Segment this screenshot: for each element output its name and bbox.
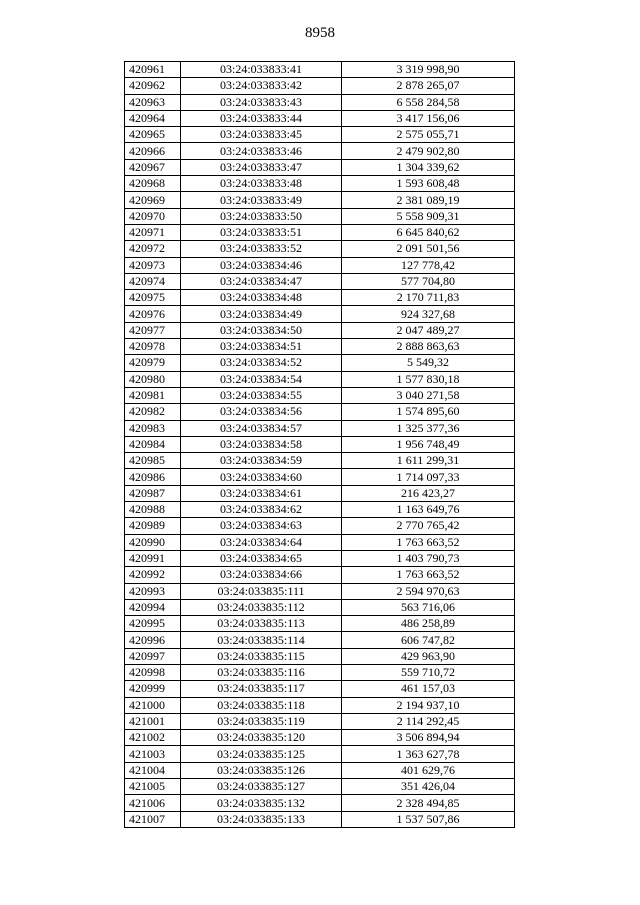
table-row: [125, 159, 515, 175]
cadastral-number-cell: 03:24:033835:118: [181, 697, 342, 713]
table-row: [125, 371, 515, 387]
table-row: [125, 257, 515, 273]
cadastral-value-cell: 6 558 284,58: [342, 94, 515, 110]
table-row: [125, 94, 515, 110]
cadastral-value-cell: 1 537 507,86: [342, 811, 515, 827]
cadastral-value-cell: 429 963,90: [342, 648, 515, 664]
row-number-cell: 420971: [125, 224, 181, 240]
row-number-cell: 420978: [125, 339, 181, 355]
table-row: [125, 453, 515, 469]
table-row: [125, 681, 515, 697]
row-number-cell: 420976: [125, 306, 181, 322]
table-row: [125, 779, 515, 795]
cadastral-value-cell: 2 091 501,56: [342, 241, 515, 257]
cadastral-number-cell: 03:24:033835:112: [181, 599, 342, 615]
cadastral-number-cell: 03:24:033834:48: [181, 290, 342, 306]
cadastral-value-cell: 6 645 840,62: [342, 224, 515, 240]
table-row: [125, 664, 515, 680]
row-number-cell: 420999: [125, 681, 181, 697]
cadastral-number-cell: 03:24:033834:54: [181, 371, 342, 387]
cadastral-number-cell: 03:24:033835:119: [181, 713, 342, 729]
cadastral-value-cell: 606 747,82: [342, 632, 515, 648]
cadastral-value-cell: 216 423,27: [342, 485, 515, 501]
cadastral-value-cell: 1 325 377,36: [342, 420, 515, 436]
cadastral-number-cell: 03:24:033833:41: [181, 62, 342, 78]
cadastral-number-cell: 03:24:033834:51: [181, 339, 342, 355]
row-number-cell: 421004: [125, 762, 181, 778]
cadastral-value-cell: 401 629,76: [342, 762, 515, 778]
cadastral-number-cell: 03:24:033834:62: [181, 502, 342, 518]
row-number-cell: 420980: [125, 371, 181, 387]
row-number-cell: 420974: [125, 273, 181, 289]
cadastral-number-cell: 03:24:033834:64: [181, 534, 342, 550]
table-row: [125, 290, 515, 306]
row-number-cell: 420966: [125, 143, 181, 159]
row-number-cell: 420983: [125, 420, 181, 436]
cadastral-number-cell: 03:24:033833:44: [181, 110, 342, 126]
row-number-cell: 421005: [125, 779, 181, 795]
table-row: [125, 730, 515, 746]
table-row: [125, 404, 515, 420]
row-number-cell: 420998: [125, 664, 181, 680]
row-number-cell: 421001: [125, 713, 181, 729]
cadastral-value-cell: 1 611 299,31: [342, 453, 515, 469]
cadastral-number-cell: 03:24:033835:127: [181, 779, 342, 795]
cadastral-number-cell: 03:24:033834:55: [181, 387, 342, 403]
cadastral-value-cell: 2 170 711,83: [342, 290, 515, 306]
cadastral-value-cell: 461 157,03: [342, 681, 515, 697]
row-number-cell: 420965: [125, 127, 181, 143]
table-row: [125, 78, 515, 94]
cadastral-number-cell: 03:24:033833:48: [181, 176, 342, 192]
cadastral-number-cell: 03:24:033833:43: [181, 94, 342, 110]
cadastral-value-cell: 3 319 998,90: [342, 62, 515, 78]
table-row: [125, 387, 515, 403]
cadastral-value-cell: 577 704,80: [342, 273, 515, 289]
row-number-cell: 420975: [125, 290, 181, 306]
cadastral-value-cell: 1 304 339,62: [342, 159, 515, 175]
table-row: [125, 143, 515, 159]
row-number-cell: 421000: [125, 697, 181, 713]
cadastral-number-cell: 03:24:033835:133: [181, 811, 342, 827]
cadastral-value-cell: 1 956 748,49: [342, 436, 515, 452]
table-row: [125, 127, 515, 143]
row-number-cell: 420969: [125, 192, 181, 208]
cadastral-value-cell: 3 417 156,06: [342, 110, 515, 126]
cadastral-number-cell: 03:24:033835:115: [181, 648, 342, 664]
cadastral-number-cell: 03:24:033834:59: [181, 453, 342, 469]
cadastral-number-cell: 03:24:033834:50: [181, 322, 342, 338]
cadastral-value-cell: 3 506 894,94: [342, 730, 515, 746]
table-row: [125, 241, 515, 257]
cadastral-number-cell: 03:24:033835:111: [181, 583, 342, 599]
table-row: [125, 62, 515, 78]
row-number-cell: 420968: [125, 176, 181, 192]
cadastral-number-cell: 03:24:033835:132: [181, 795, 342, 811]
row-number-cell: 420989: [125, 518, 181, 534]
row-number-cell: 420997: [125, 648, 181, 664]
cadastral-number-cell: 03:24:033833:45: [181, 127, 342, 143]
cadastral-number-cell: 03:24:033834:58: [181, 436, 342, 452]
row-number-cell: 420987: [125, 485, 181, 501]
table-row: [125, 811, 515, 827]
table-row: [125, 567, 515, 583]
cadastral-value-cell: 2 878 265,07: [342, 78, 515, 94]
row-number-cell: 420993: [125, 583, 181, 599]
table-row: [125, 534, 515, 550]
row-number-cell: 420988: [125, 502, 181, 518]
row-number-cell: 420996: [125, 632, 181, 648]
table-row: [125, 469, 515, 485]
cadastral-number-cell: 03:24:033835:126: [181, 762, 342, 778]
table-row: [125, 306, 515, 322]
table-row: [125, 224, 515, 240]
cadastral-number-cell: 03:24:033834:60: [181, 469, 342, 485]
cadastral-number-cell: 03:24:033833:46: [181, 143, 342, 159]
cadastral-number-cell: 03:24:033834:65: [181, 550, 342, 566]
cadastral-value-cell: 1 363 627,78: [342, 746, 515, 762]
cadastral-value-cell: 2 194 937,10: [342, 697, 515, 713]
cadastral-number-cell: 03:24:033834:49: [181, 306, 342, 322]
cadastral-value-cell: 5 558 909,31: [342, 208, 515, 224]
table-row: [125, 632, 515, 648]
cadastral-value-cell: 2 888 863,63: [342, 339, 515, 355]
row-number-cell: 420973: [125, 257, 181, 273]
row-number-cell: 421003: [125, 746, 181, 762]
table-row: [125, 583, 515, 599]
table-row: [125, 176, 515, 192]
cadastral-number-cell: 03:24:033834:52: [181, 355, 342, 371]
table-row: [125, 746, 515, 762]
cadastral-number-cell: 03:24:033835:116: [181, 664, 342, 680]
table-row: [125, 192, 515, 208]
table-row: [125, 273, 515, 289]
table-row: [125, 795, 515, 811]
row-number-cell: 420967: [125, 159, 181, 175]
row-number-cell: 420981: [125, 387, 181, 403]
row-number-cell: 420964: [125, 110, 181, 126]
cadastral-value-cell: 2 047 489,27: [342, 322, 515, 338]
row-number-cell: 420977: [125, 322, 181, 338]
row-number-cell: 421002: [125, 730, 181, 746]
cadastral-value-cell: 2 479 902,80: [342, 143, 515, 159]
table-row: [125, 550, 515, 566]
table-row: [125, 436, 515, 452]
cadastral-number-cell: 03:24:033835:114: [181, 632, 342, 648]
cadastral-value-cell: 1 403 790,73: [342, 550, 515, 566]
cadastral-value-cell: 1 714 097,33: [342, 469, 515, 485]
cadastral-number-cell: 03:24:033833:51: [181, 224, 342, 240]
row-number-cell: 420994: [125, 599, 181, 615]
table-row: [125, 648, 515, 664]
row-number-cell: 420972: [125, 241, 181, 257]
cadastral-value-cell: 2 575 055,71: [342, 127, 515, 143]
row-number-cell: 420962: [125, 78, 181, 94]
cadastral-number-cell: 03:24:033833:50: [181, 208, 342, 224]
cadastral-value-cell: 1 763 663,52: [342, 567, 515, 583]
row-number-cell: 420984: [125, 436, 181, 452]
cadastral-number-cell: 03:24:033835:120: [181, 730, 342, 746]
cadastral-value-cell: 1 163 649,76: [342, 502, 515, 518]
table-row: [125, 518, 515, 534]
row-number-cell: 420979: [125, 355, 181, 371]
row-number-cell: 420982: [125, 404, 181, 420]
table-row: [125, 355, 515, 371]
cadastral-value-cell: 1 577 830,18: [342, 371, 515, 387]
cadastral-number-cell: 03:24:033834:61: [181, 485, 342, 501]
table-row: [125, 339, 515, 355]
page-number: 8958: [305, 25, 335, 41]
cadastral-number-cell: 03:24:033835:125: [181, 746, 342, 762]
table-row: [125, 322, 515, 338]
cadastral-number-cell: 03:24:033834:66: [181, 567, 342, 583]
cadastral-value-cell: 3 040 271,58: [342, 387, 515, 403]
row-number-cell: 420986: [125, 469, 181, 485]
row-number-cell: 421006: [125, 795, 181, 811]
cadastral-value-cell: 559 710,72: [342, 664, 515, 680]
table-row: [125, 762, 515, 778]
cadastral-number-cell: 03:24:033835:113: [181, 616, 342, 632]
cadastral-number-cell: 03:24:033834:56: [181, 404, 342, 420]
cadastral-value-cell: 1 763 663,52: [342, 534, 515, 550]
cadastral-number-cell: 03:24:033833:42: [181, 78, 342, 94]
table-row: [125, 599, 515, 615]
table-row: [125, 713, 515, 729]
cadastral-value-cell: 1 593 608,48: [342, 176, 515, 192]
cadastral-value-table: [124, 61, 515, 828]
row-number-cell: 421007: [125, 811, 181, 827]
table-row: [125, 208, 515, 224]
table-row: [125, 420, 515, 436]
table-row: [125, 616, 515, 632]
row-number-cell: 420995: [125, 616, 181, 632]
row-number-cell: 420985: [125, 453, 181, 469]
row-number-cell: 420992: [125, 567, 181, 583]
cadastral-number-cell: 03:24:033833:52: [181, 241, 342, 257]
cadastral-value-cell: 2 594 970,63: [342, 583, 515, 599]
table-row: [125, 697, 515, 713]
table-row: [125, 502, 515, 518]
table-body: [125, 62, 515, 828]
cadastral-value-cell: 351 426,04: [342, 779, 515, 795]
cadastral-number-cell: 03:24:033833:47: [181, 159, 342, 175]
cadastral-number-cell: 03:24:033834:46: [181, 257, 342, 273]
cadastral-value-cell: 924 327,68: [342, 306, 515, 322]
row-number-cell: 420970: [125, 208, 181, 224]
cadastral-number-cell: 03:24:033834:57: [181, 420, 342, 436]
cadastral-value-cell: 2 381 089,19: [342, 192, 515, 208]
table-row: [125, 485, 515, 501]
cadastral-number-cell: 03:24:033835:117: [181, 681, 342, 697]
row-number-cell: 420991: [125, 550, 181, 566]
row-number-cell: 420963: [125, 94, 181, 110]
cadastral-number-cell: 03:24:033834:47: [181, 273, 342, 289]
cadastral-value-cell: 1 574 895,60: [342, 404, 515, 420]
cadastral-value-cell: 2 770 765,42: [342, 518, 515, 534]
row-number-cell: 420990: [125, 534, 181, 550]
cadastral-number-cell: 03:24:033833:49: [181, 192, 342, 208]
cadastral-number-cell: 03:24:033834:63: [181, 518, 342, 534]
cadastral-value-cell: 563 716,06: [342, 599, 515, 615]
table-row: [125, 110, 515, 126]
cadastral-value-cell: 486 258,89: [342, 616, 515, 632]
cadastral-value-cell: 127 778,42: [342, 257, 515, 273]
cadastral-value-cell: 5 549,32: [342, 355, 515, 371]
cadastral-value-cell: 2 328 494,85: [342, 795, 515, 811]
row-number-cell: 420961: [125, 62, 181, 78]
cadastral-value-cell: 2 114 292,45: [342, 713, 515, 729]
